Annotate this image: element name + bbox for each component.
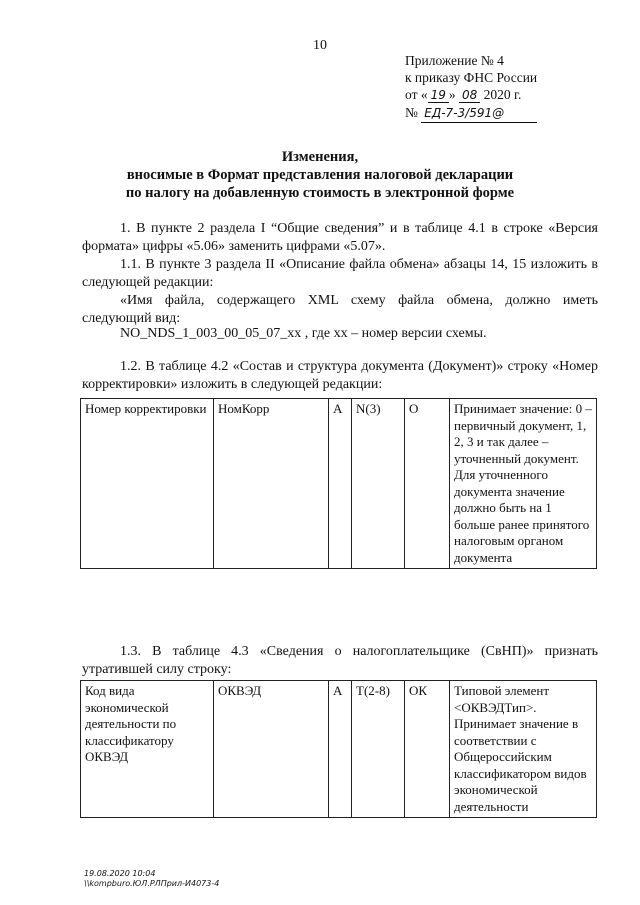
cell-name: Номер корректировки — [81, 399, 214, 569]
paragraph-1-1 — [82, 256, 598, 292]
table-number-correction — [80, 398, 597, 569]
title-line-1: Изменения, — [281, 149, 359, 165]
cell-name: Код вида экономической деятельности по классификатору ОКВЭД — [81, 681, 214, 818]
cell-tag: НомКорр — [214, 399, 329, 569]
paragraph-1-2-text: 1.2. В таблице 4.2 «Состав и структура документа (Документ)» строку «Номер корректировки» изложить в следующей редакции: — [82, 359, 598, 392]
appendix-number — [405, 104, 537, 123]
title-line-2: вносимые в Формат представления налоговой декларации — [126, 167, 514, 183]
cell-note: Принимает значение: 0 – первичный документ, 1, 2, 3 и так далее – уточненный документ. Для уточненного документа значение должно быть на 1 больше ранее принятого налоговым органом документа — [450, 399, 597, 569]
paragraph-quote-text: «Имя файла, содержащего XML схему файла обмена, должно иметь следующий вид: — [82, 293, 598, 326]
date-month: 08 — [459, 88, 480, 103]
cell-req: О — [405, 399, 450, 569]
cell-type: А — [329, 681, 352, 818]
table-okved — [80, 680, 597, 818]
appendix-line-2: к приказу ФНС России — [405, 70, 538, 85]
number-prefix: № — [405, 105, 418, 120]
document-title — [0, 148, 640, 202]
paragraph-1-3-text: 1.3. В таблице 4.3 «Сведения о налогоплательщике (СвНП)» признать утратившей силу строку: — [82, 644, 598, 677]
cell-format: T(2-8) — [352, 681, 405, 818]
appendix-line-1: Приложение № 4 — [405, 53, 504, 68]
paragraph-filename-text: NO_NDS_1_003_00_05_07_xx , где xx – номер версии схемы. — [120, 326, 487, 341]
paragraph-1 — [82, 220, 598, 256]
footer-path: \\kompburo.ЮЛ.РЛПрил-И4073-4 — [84, 879, 220, 888]
paragraph-quote — [82, 292, 598, 328]
date-prefix: от — [405, 87, 418, 102]
cell-tag: ОКВЭД — [214, 681, 329, 818]
footer — [84, 869, 219, 889]
appendix-date: от « 19 » 08 2020 г. — [405, 87, 522, 102]
paragraph-1-1-text: 1.1. В пункте 3 раздела II «Описание файла обмена» абзацы 14, 15 изложить в следующей редакции: — [82, 257, 598, 290]
paragraph-1-text: 1. В пункте 2 раздела I “Общие сведения” и в таблице 4.1 в строке «Версия формата» цифры «5.06» заменить цифрами «5.07». — [82, 221, 598, 254]
date-year: 2020 г. — [483, 87, 522, 102]
cell-req: ОК — [405, 681, 450, 818]
table-row — [81, 399, 597, 569]
footer-timestamp: 19.08.2020 10:04 — [84, 869, 156, 878]
cell-type: А — [329, 399, 352, 569]
paragraph-1-2 — [82, 358, 598, 394]
table-row — [81, 681, 597, 818]
paragraph-filename — [82, 325, 598, 343]
paragraph-1-3 — [82, 643, 598, 679]
order-number: ЕД-7-3/591@ — [421, 105, 537, 123]
title-line-3: по налогу на добавленную стоимость в электронной форме — [125, 185, 515, 201]
page-number: 10 — [313, 38, 327, 53]
cell-format: N(3) — [352, 399, 405, 569]
date-day: 19 — [428, 88, 449, 103]
appendix-block — [405, 52, 537, 123]
cell-note: Типовой элемент <ОКВЭДТип>. Принимает значение в соответствии с Общероссийским классификатором видов экономической деятельности — [450, 681, 597, 818]
